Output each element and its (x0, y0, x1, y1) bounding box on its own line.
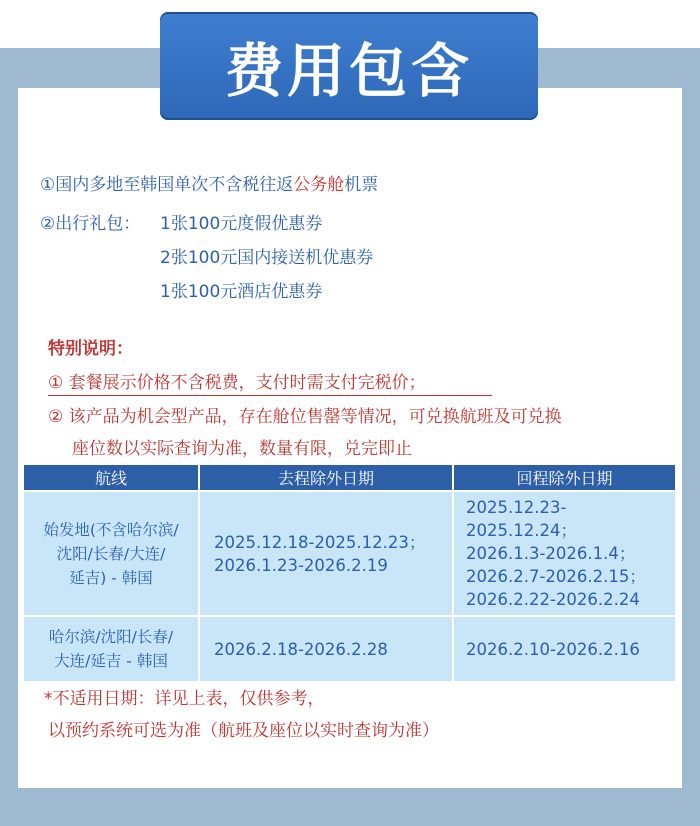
route-line: 沈阳/长春/大连/ (56, 544, 166, 563)
include-item-1-prefix: ①国内多地至韩国单次不含税往返 (40, 175, 294, 195)
route-cell (23, 491, 199, 616)
route-line: 哈尔滨/沈阳/长春/ (48, 628, 174, 646)
page-title: 费用包含 (224, 37, 473, 105)
special-note-2-line-1: ② 该产品为机会型产品，存在舱位售罄等情况，可兑换航班及可兑换 (48, 407, 562, 427)
gift-item: 1张100元酒店优惠券 (160, 282, 323, 302)
date-range: 2026.2.22-2026.2.24 (466, 590, 640, 609)
table-row (23, 491, 676, 616)
special-note-1: ① 套餐展示价格不含税费，支付时需支付完税价； (48, 368, 492, 396)
footer-note-1: *不适用日期：详见上表，仅供参考， (44, 689, 325, 709)
footer-note-2: 以预约系统可选为准（航班及座位以实时查询为准） (48, 721, 439, 741)
route-cell (23, 616, 199, 682)
date-range: 2026.1.3-2026.1.4； (466, 544, 636, 563)
special-note-2-line-2: 座位数以实际查询为准，数量有限，兑完即止 (72, 439, 412, 459)
header-return: 回程除外日期 (453, 464, 676, 491)
date-range: 2026.2.7-2026.2.15； (466, 567, 646, 586)
date-range: 2026.2.18-2026.2.28 (214, 639, 388, 659)
gift-item: 2张100元国内接送机优惠券 (160, 248, 374, 268)
include-item-1 (40, 170, 378, 195)
date-range: 2025.12.23-2025.12.24； (466, 498, 577, 540)
route-line: 延吉) - 韩国 (69, 568, 153, 587)
include-item-2-label: ②出行礼包： (40, 214, 141, 234)
include-item-1-highlight: 公务舱 (293, 175, 345, 195)
date-range: 2025.12.18-2025.12.23； (214, 532, 426, 552)
outbound-cell (199, 491, 453, 616)
date-range: 2026.1.23-2026.2.19 (214, 555, 388, 575)
route-line: 大连/延吉 - 韩国 (54, 652, 168, 670)
return-cell (453, 616, 676, 682)
gift-item: 1张100元度假优惠券 (160, 214, 323, 234)
special-heading: 特别说明： (48, 339, 133, 359)
header-route: 航线 (23, 464, 199, 491)
table-row (23, 616, 676, 682)
return-cell (453, 491, 676, 616)
title-badge (160, 12, 538, 120)
date-range: 2026.2.10-2026.2.16 (466, 639, 640, 659)
exclusion-table (22, 463, 677, 683)
table-header-row (23, 464, 676, 491)
header-outbound: 去程除外日期 (199, 464, 453, 491)
outbound-cell (199, 616, 453, 682)
include-item-1-suffix: 机票 (344, 175, 379, 195)
route-line: 始发地(不含哈尔滨/ (43, 520, 179, 539)
